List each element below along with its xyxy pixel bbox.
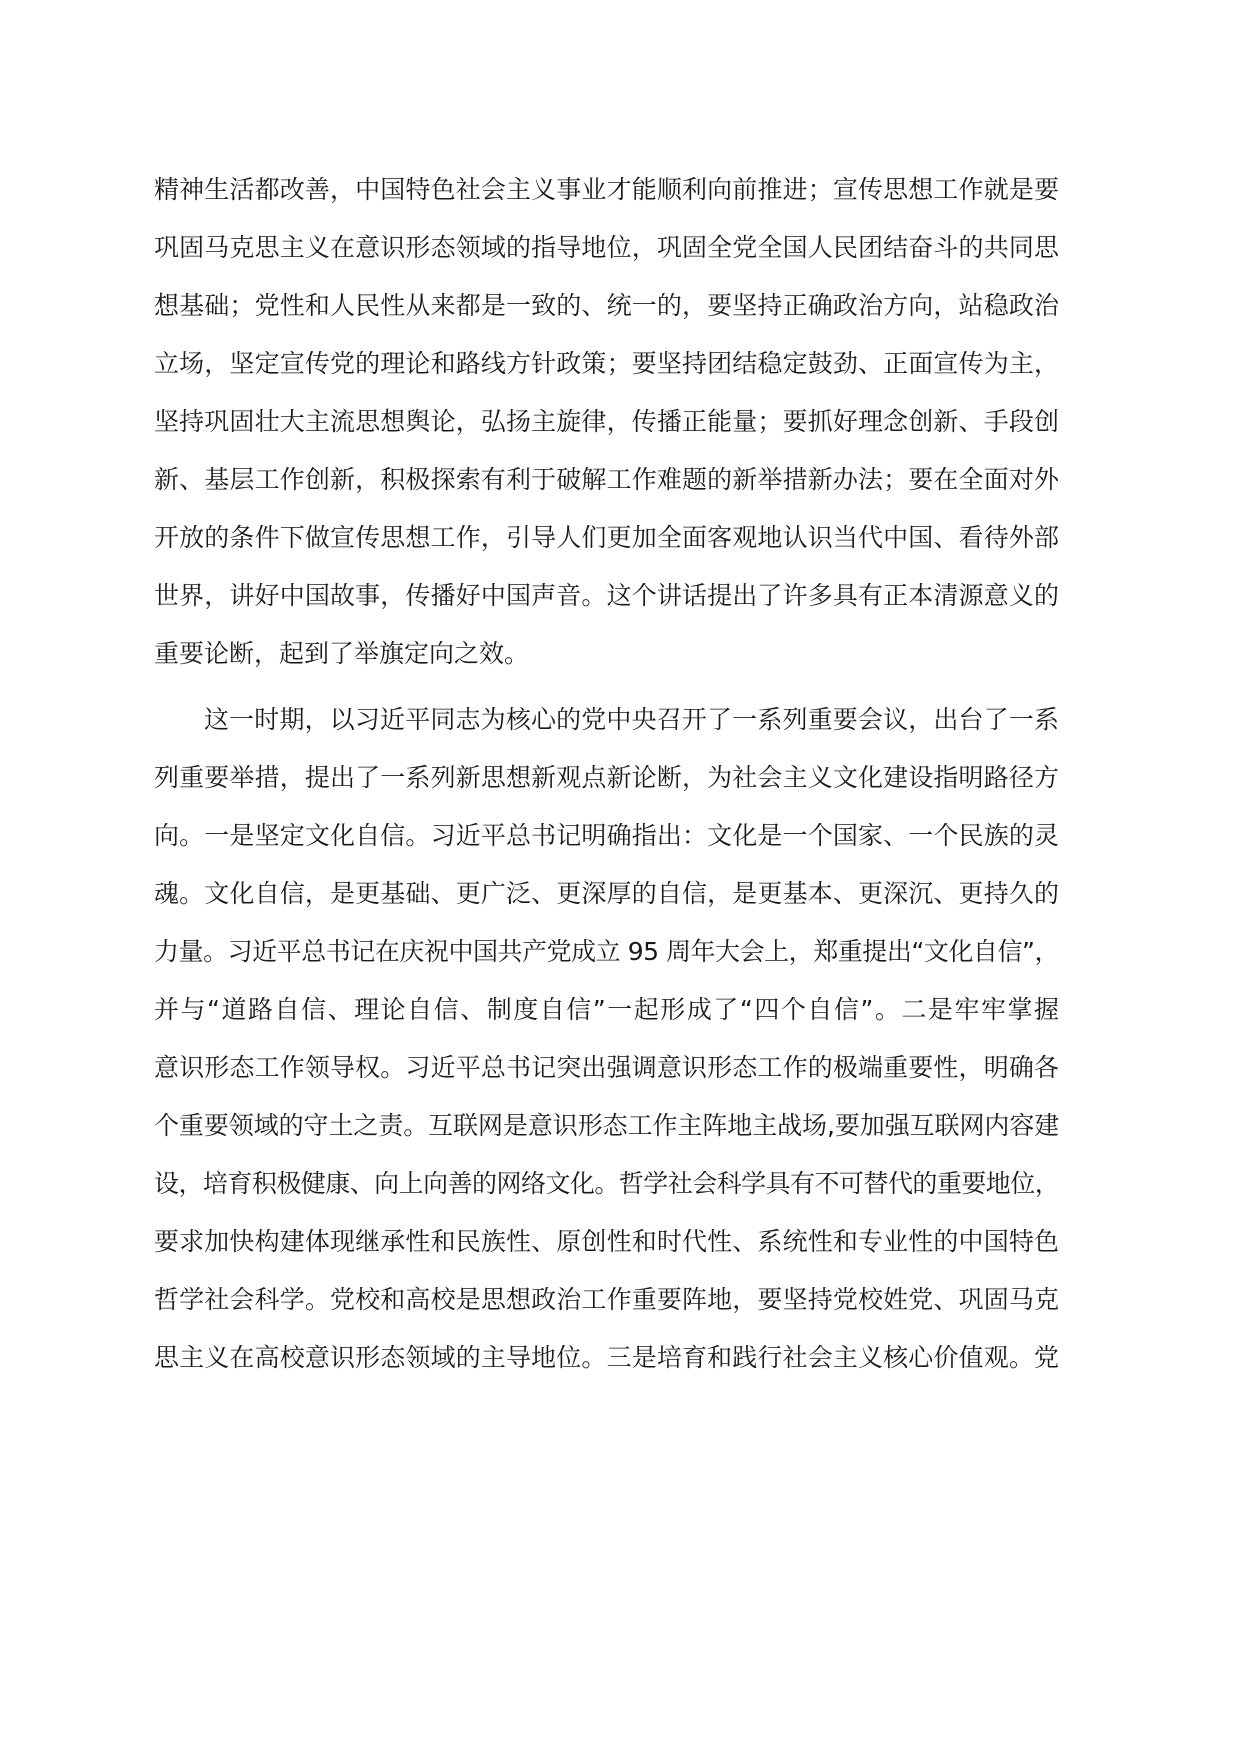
paragraph-1-line-3: 想基础；党性和人民性从来都是一致的、统一的，要坚持正确政治方向，站稳政治 — [154, 291, 1059, 320]
paragraph-2-line-1: 这一时期，以习近平同志为核心的党中央召开了一系列重要会议，出台了一系 — [204, 705, 1059, 734]
paragraph-1-line-8: 世界，讲好中国故事，传播好中国声音。这个讲话提出了许多具有正本清源意义的 — [154, 581, 1059, 610]
paragraph-1-line-7: 开放的条件下做宣传思想工作，引导人们更加全面客观地认识当代中国、看待外部 — [154, 523, 1059, 552]
paragraph-2-line-4: 魂。文化自信，是更基础、更广泛、更深厚的自信，是更基本、更深沉、更持久的 — [154, 879, 1059, 908]
paragraph-1-line-9: 重要论断，起到了举旗定向之效。 — [154, 639, 530, 668]
paragraph-2-line-7: 意识形态工作领导权。习近平总书记突出强调意识形态工作的极端重要性，明确各 — [154, 1053, 1059, 1082]
paragraph-2-line-2: 列重要举措，提出了一系列新思想新观点新论断，为社会主义文化建设指明路径方 — [154, 763, 1059, 792]
paragraph-2-line-10: 要求加快构建体现继承性和民族性、原创性和时代性、系统性和专业性的中国特色 — [154, 1227, 1059, 1256]
paragraph-1-line-6: 新、基层工作创新，积极探索有利于破解工作难题的新举措新办法；要在全面对外 — [154, 465, 1059, 494]
paragraph-2-line-5: 力量。习近平总书记在庆祝中国共产党成立 95 周年大会上，郑重提出“文化自信”， — [154, 937, 1059, 966]
paragraph-2-line-6: 并与“道路自信、理论自信、制度自信”一起形成了“四个自信”。二是牢牢掌握 — [154, 995, 1059, 1024]
paragraph-2-line-11: 哲学社会科学。党校和高校是思想政治工作重要阵地，要坚持党校姓党、巩固马克 — [154, 1285, 1059, 1314]
paragraph-1-line-5: 坚持巩固壮大主流思想舆论，弘扬主旋律，传播正能量；要抓好理念创新、手段创 — [154, 407, 1059, 436]
paragraph-2-line-3: 向。一是坚定文化自信。习近平总书记明确指出：文化是一个国家、一个民族的灵 — [154, 821, 1059, 850]
paragraph-2-line-8: 个重要领域的守土之责。互联网是意识形态工作主阵地主战场,要加强互联网内容建 — [154, 1111, 1059, 1140]
paragraph-2-line-9: 设，培育积极健康、向上向善的网络文化。哲学社会科学具有不可替代的重要地位， — [154, 1169, 1059, 1198]
paragraph-2-line-12: 思主义在高校意识形态领域的主导地位。三是培育和践行社会主义核心价值观。党 — [154, 1343, 1059, 1372]
paragraph-1-line-4: 立场，坚定宣传党的理论和路线方针政策；要坚持团结稳定鼓劲、正面宣传为主， — [154, 349, 1059, 378]
paragraph-1-line-2: 巩固马克思主义在意识形态领域的指导地位，巩固全党全国人民团结奋斗的共同思 — [154, 233, 1059, 262]
paragraph-1-line-1: 精神生活都改善，中国特色社会主义事业才能顺利向前推进；宣传思想工作就是要 — [154, 175, 1059, 204]
